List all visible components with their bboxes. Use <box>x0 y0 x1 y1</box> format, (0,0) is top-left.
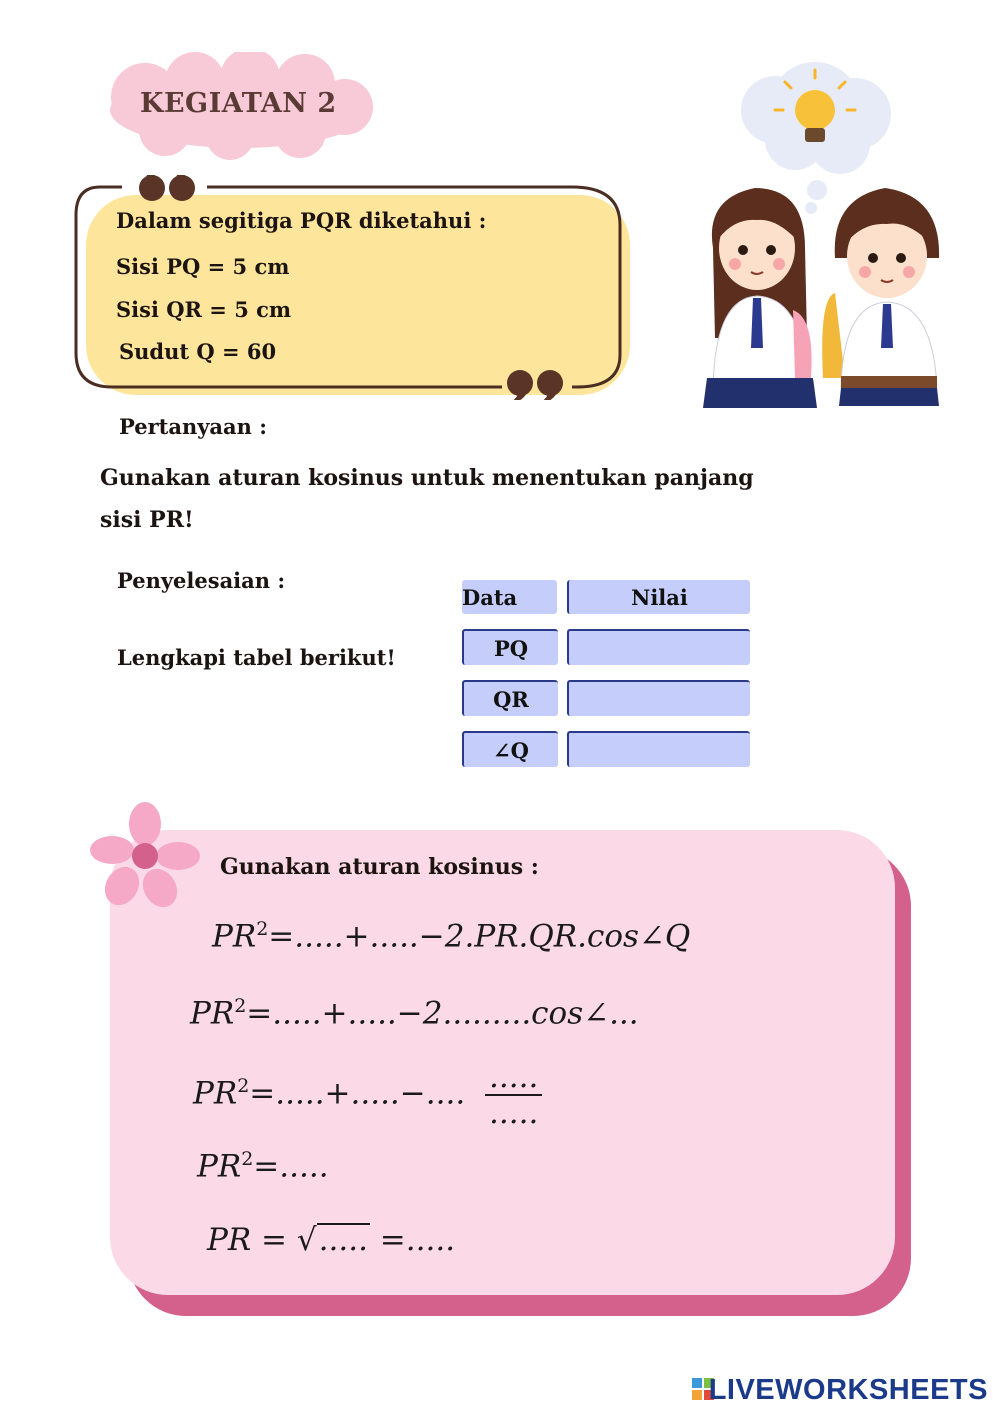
table-row-qr-label: QR <box>462 680 558 716</box>
girl-student-icon <box>703 188 817 408</box>
table-instruction: Lengkapi tabel berikut! <box>117 645 396 670</box>
students-illustration <box>695 48 955 413</box>
angle-q-value-input[interactable] <box>567 731 750 767</box>
given-pq: Sisi PQ = 5 cm <box>116 254 290 279</box>
equation-1[interactable]: $PR^2=.....+.....-2.PR.QR.\cos\angle Q$ <box>212 918 691 955</box>
fraction: $\frac{.....}{.....}$ <box>485 1060 542 1130</box>
table-row-angle-q-label: ∠Q <box>462 731 558 767</box>
question-label: Pertanyaan : <box>119 414 267 439</box>
pq-value-input[interactable] <box>567 629 750 665</box>
solution-label: Penyelesaian : <box>117 568 286 593</box>
equation-4[interactable]: $PR^2=$..... <box>197 1148 329 1185</box>
flower-icon <box>88 800 203 910</box>
given-angle-q: Sudut Q = 60 <box>119 339 277 364</box>
boy-student-icon <box>822 188 939 406</box>
sqrt-icon: √ <box>296 1222 317 1258</box>
table-header-nilai: Nilai <box>567 580 750 614</box>
liveworksheets-brand[interactable]: LIVEWORKSHEETS <box>708 1374 988 1406</box>
activity-title: KEGIATAN 2 <box>140 88 337 119</box>
table-header-data: Data <box>462 580 557 614</box>
question-text-line2: sisi PR! <box>100 507 194 533</box>
given-intro: Dalam segitiga PQR diketahui : <box>116 208 487 233</box>
cosine-heading: Gunakan aturan kosinus : <box>220 854 539 880</box>
given-qr: Sisi QR = 5 cm <box>116 297 292 322</box>
equation-2[interactable]: $PR^2=.....+.....-2.........\cos\angle$... <box>190 995 639 1032</box>
qr-value-input[interactable] <box>567 680 750 716</box>
equation-3[interactable]: $PR^2=.....+.....-$.... $\frac{.....}{.....}$ <box>193 1060 542 1130</box>
question-text-line1: Gunakan aturan kosinus untuk menentukan panjang <box>100 465 754 491</box>
table-row-pq-label: PQ <box>462 629 558 665</box>
equation-5[interactable]: PR = √..... =..... <box>207 1222 456 1258</box>
